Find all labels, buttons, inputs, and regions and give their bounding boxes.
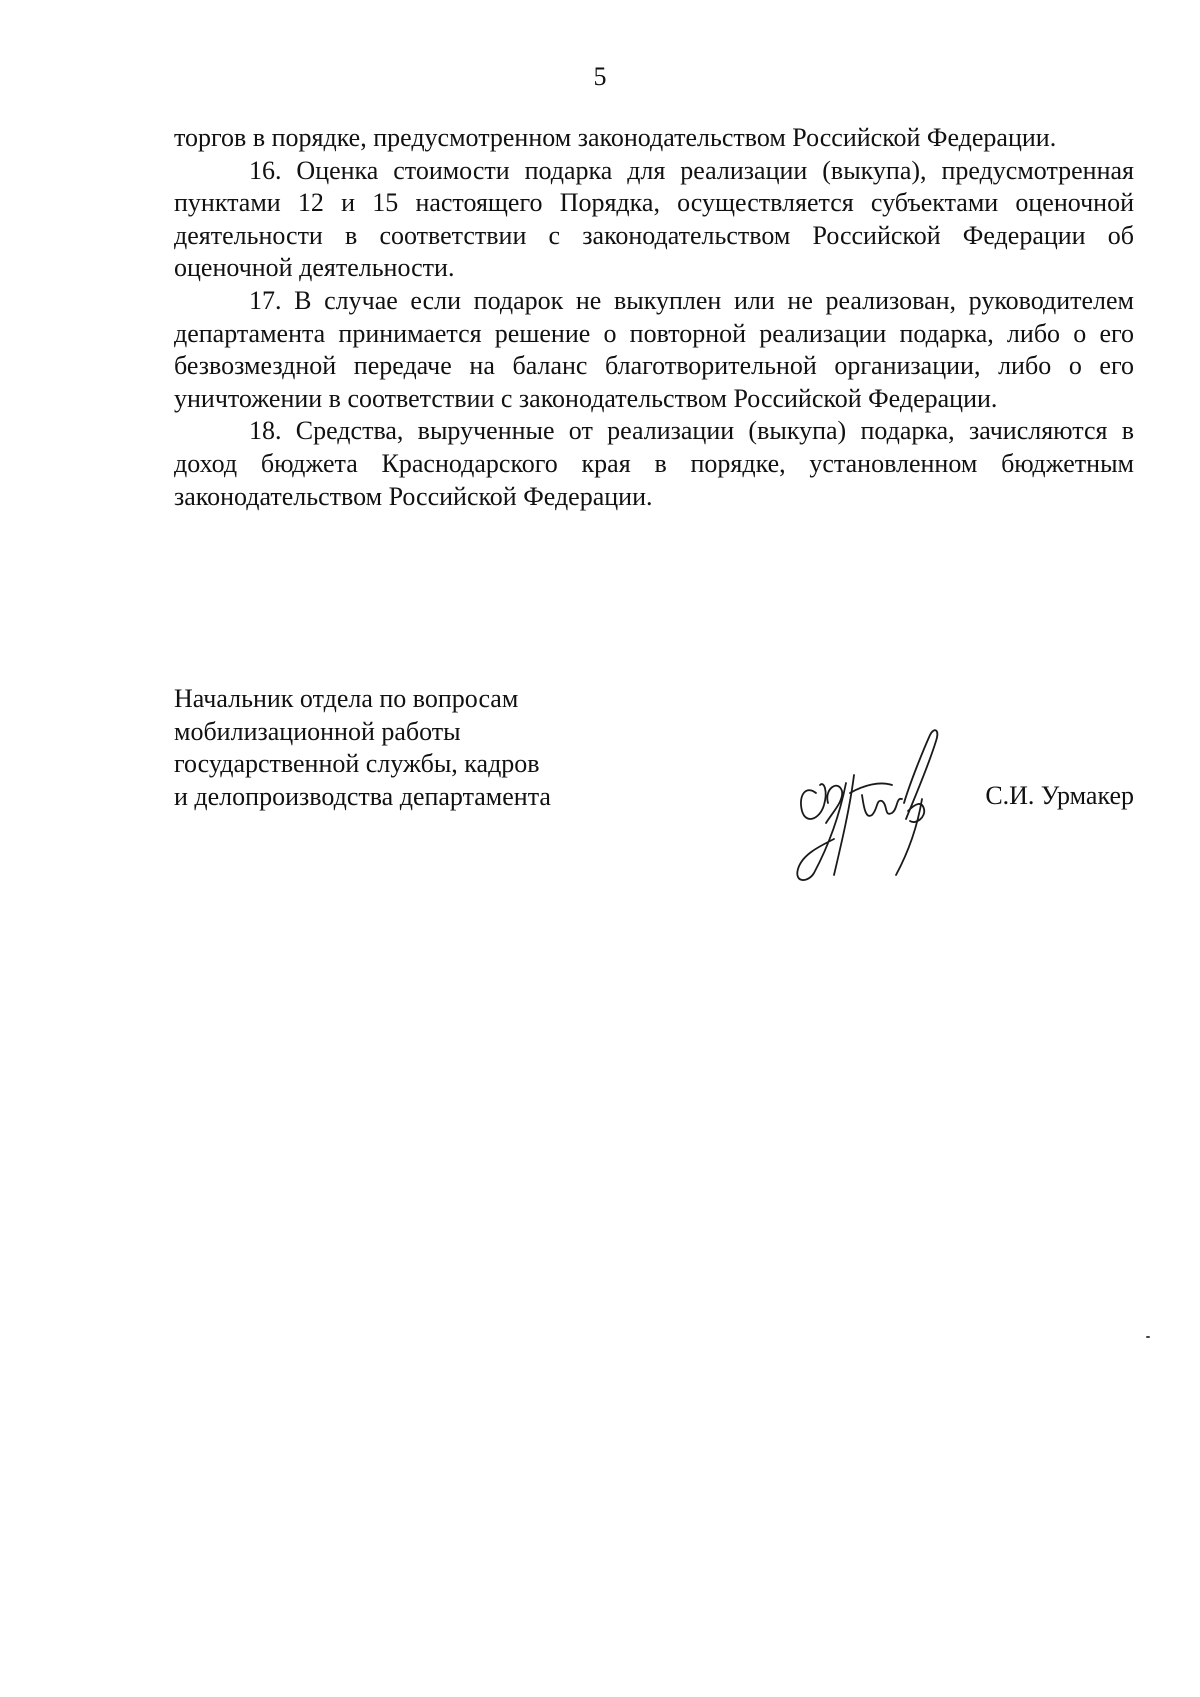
signatory-position-line: мобилизационной работы <box>174 716 461 746</box>
handwritten-signature <box>784 723 949 883</box>
scan-speck <box>1146 1336 1150 1338</box>
paragraph-17: 17. В случае если подарок не выкуплен или не реализован, руководителем департамента принимается решение о повторной реализации подарка, либо о его безвозмездной передаче на баланс благотворительной организации, либо о его уничтожении в соответствии с законодательством Российской Федерации. <box>174 285 1134 413</box>
signatory-position-line: государственной службы, кадров <box>174 749 540 779</box>
signatory-position-line: Начальник отдела по вопросам <box>174 684 519 713</box>
document-body <box>174 122 1134 513</box>
page-number: 5 <box>593 62 607 91</box>
paragraph-16: 16. Оценка стоимости подарка для реализации (выкупа), предусмотренная пунктами 12 и 15 настоящего Порядка, осуществляется субъектами оценочной деятельности в соответствии с законодательством Российской Федерации об оценочной деятельности. <box>174 155 1134 283</box>
paragraph-continuation: торгов в порядке, предусмотренном законодательством Российской Федерации. <box>174 123 1057 152</box>
signatory-position <box>174 683 694 813</box>
signatory-position-line: и делопроизводства департамента <box>174 781 551 811</box>
signatory-name: С.И. Урмакер <box>985 781 1134 810</box>
signature-block <box>174 683 1134 883</box>
paragraph-18: 18. Средства, вырученные от реализации (выкупа) подарка, зачисляются в доход бюджета Краснодарского края в порядке, установленном бюджетным законодательством Российской Федерации. <box>174 416 1134 511</box>
